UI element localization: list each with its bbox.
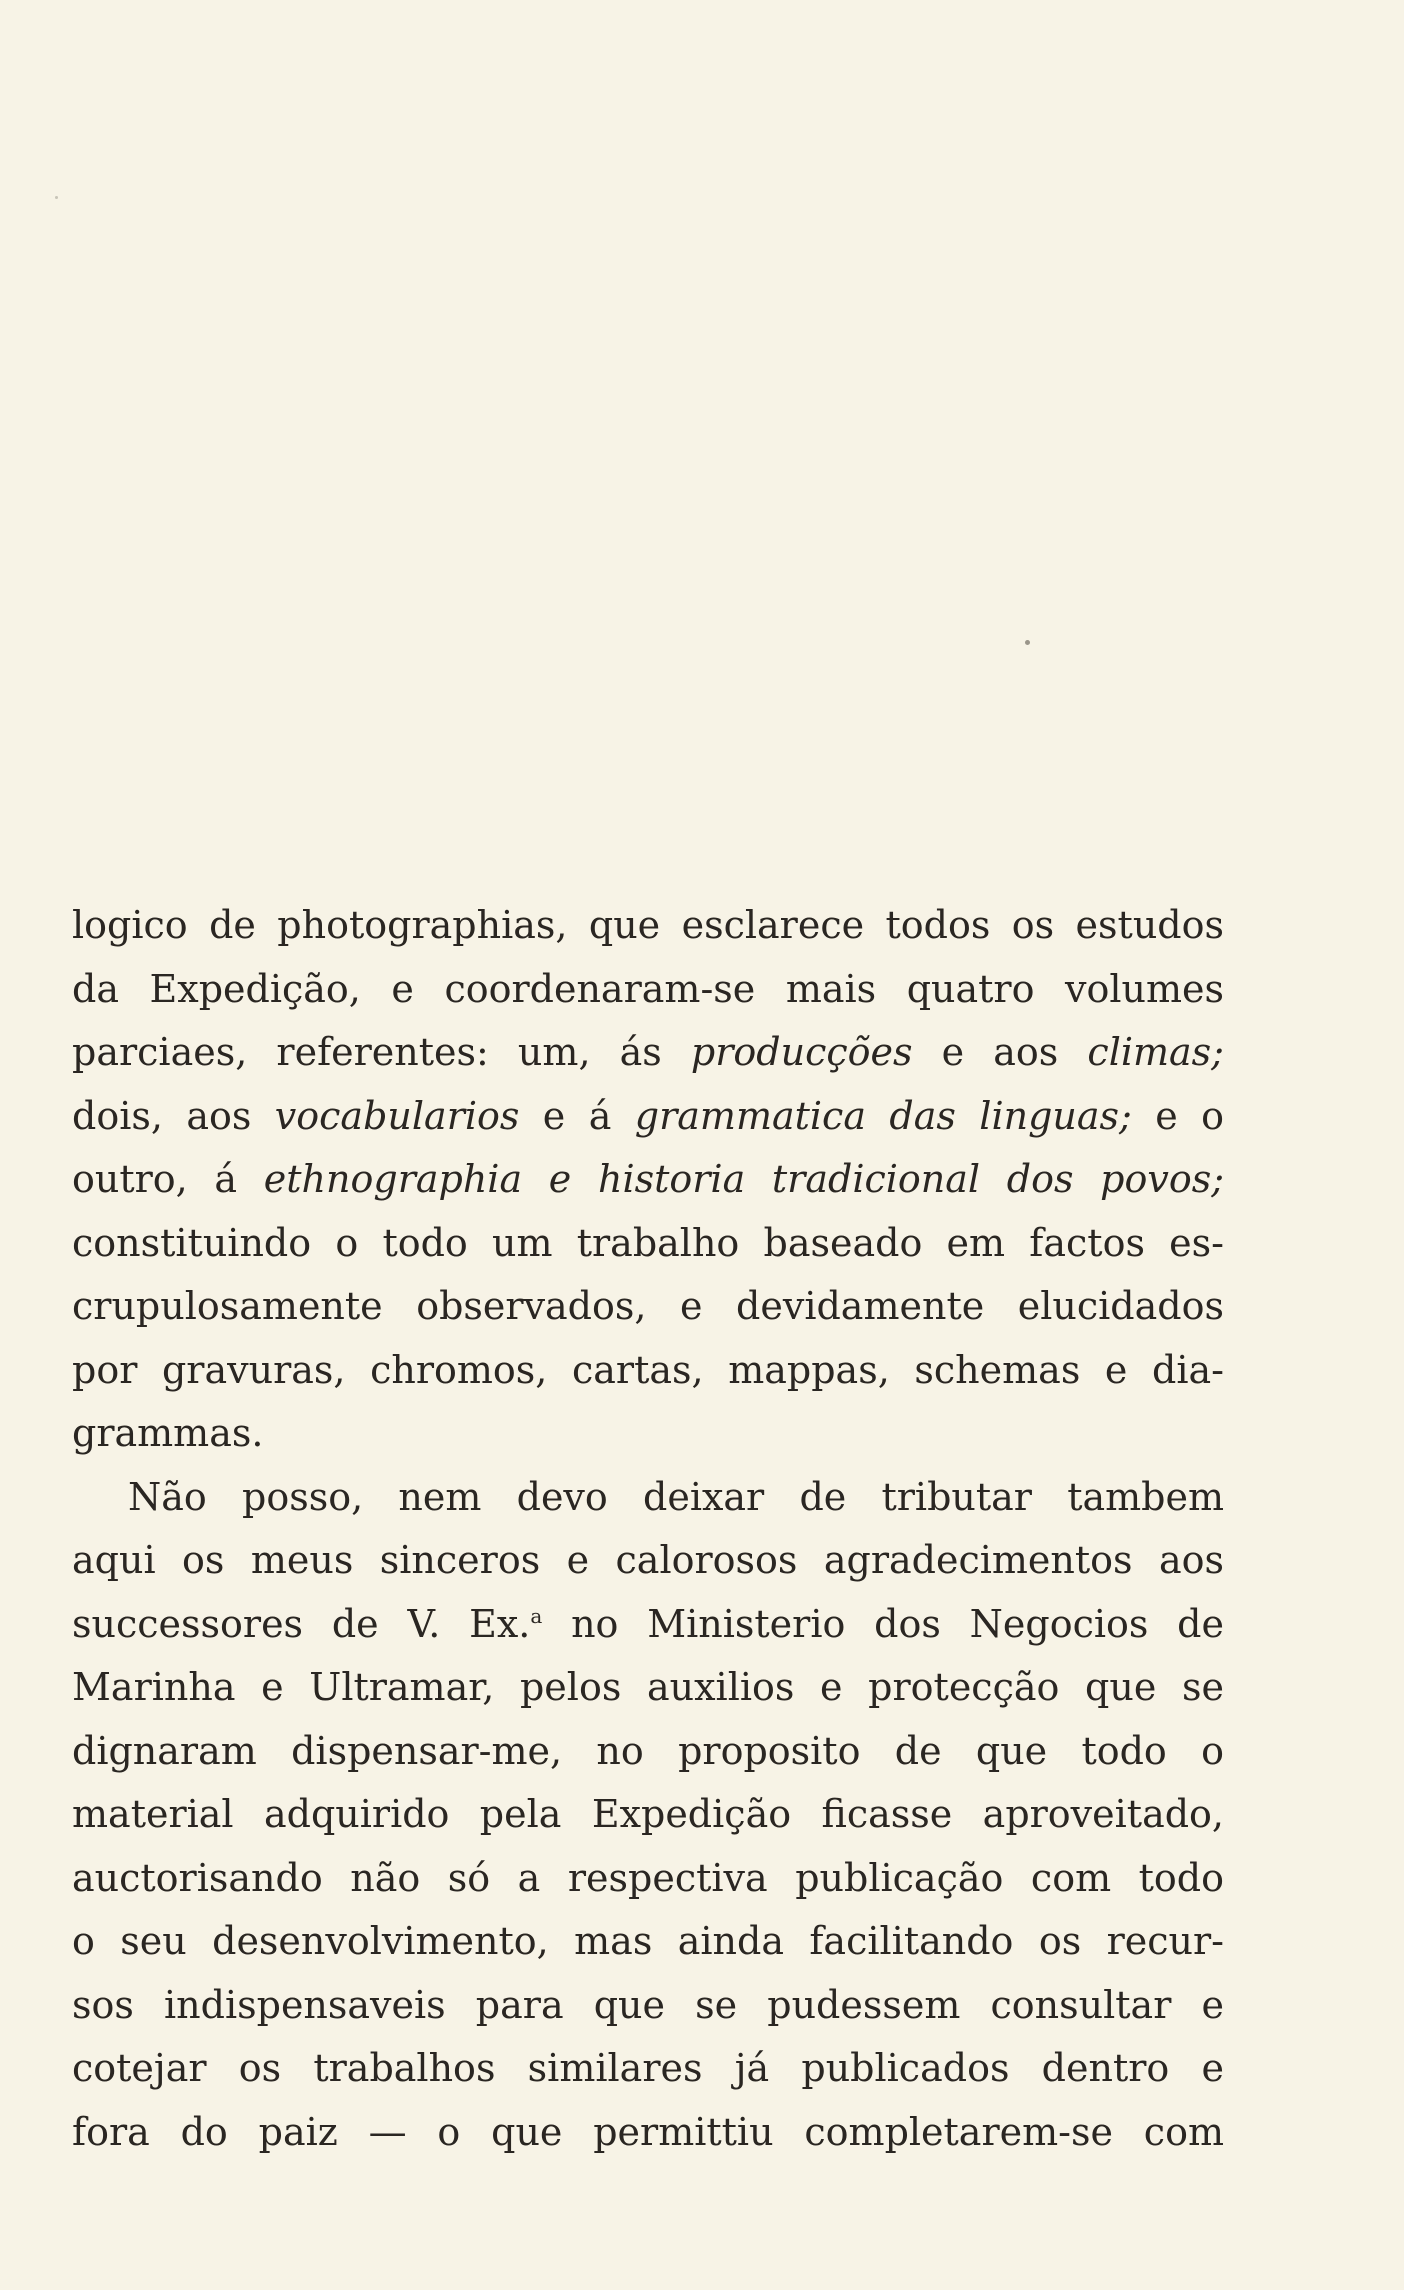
text-line <box>72 1021 1224 1085</box>
text-line <box>72 1974 1224 2038</box>
text-segment: crupulosamente observados, e devidamente elucidados <box>72 1284 1224 1328</box>
text-segment: dois, aos <box>72 1093 275 1138</box>
text-line <box>72 1847 1224 1911</box>
text-segment: Não posso, nem devo deixar de tributar tambem <box>128 1474 1224 1519</box>
text-line <box>72 1656 1224 1720</box>
text-segment: e o <box>1131 1093 1225 1138</box>
text-line <box>72 1910 1224 1974</box>
italic-text: vocabularios <box>274 1093 520 1138</box>
text-segment: parciaes, referentes: um, ás <box>72 1030 691 1074</box>
text-segment: logico de photographias, que esclarece todos os estudos <box>72 903 1224 947</box>
text-line <box>72 1339 1224 1403</box>
text-segment: dignaram dispensar-me, no proposito de que todo o <box>72 1728 1224 1773</box>
text-line <box>72 1275 1224 1339</box>
text-segment: grammas. <box>72 1411 264 1455</box>
text-line <box>72 1085 1224 1149</box>
paper-speck <box>1025 640 1030 645</box>
text-line <box>72 1212 1224 1276</box>
text-segment: sos indispensaveis para que se pudessem consultar e <box>72 1982 1224 2027</box>
text-segment: outro, á <box>72 1157 264 1201</box>
text-segment: no Ministerio dos Negocios de <box>542 1601 1224 1646</box>
text-line <box>72 2101 1224 2165</box>
text-segment: material adquirido pela Expedição ficasse aproveitado, <box>72 1792 1224 1836</box>
paper-speck <box>55 196 58 199</box>
italic-text: climas; <box>1087 1030 1224 1074</box>
text-segment: constituindo o todo um trabalho baseado em factos es- <box>72 1220 1224 1265</box>
text-segment: por gravuras, chromos, cartas, mappas, schemas e dia- <box>72 1347 1224 1392</box>
text-line <box>72 1466 1224 1530</box>
italic-text: producções <box>690 1030 913 1074</box>
text-segment: successores de V. Ex. <box>72 1601 531 1646</box>
text-segment: e á <box>519 1093 635 1138</box>
italic-text: ethnographia e historia tradicional dos povos; <box>263 1157 1224 1201</box>
text-line <box>72 2037 1224 2101</box>
text-segment: fora do paiz — o que permittiu completarem-se com <box>72 2109 1224 2154</box>
text-segment: Marinha e Ultramar, pelos auxilios e protecção que se <box>72 1665 1224 1709</box>
text-segment: o seu desenvolvimento, mas ainda facilitando os recur- <box>72 1919 1224 1963</box>
text-line <box>72 1529 1224 1593</box>
text-line <box>72 1720 1224 1784</box>
text-line <box>72 958 1224 1022</box>
text-line <box>72 894 1224 958</box>
text-segment: auctorisando não só a respectiva publicação com todo <box>72 1855 1224 1900</box>
text-line <box>72 1148 1224 1212</box>
text-line <box>72 1402 1224 1466</box>
text-line <box>72 1593 1224 1657</box>
italic-text: grammatica das linguas; <box>634 1093 1132 1138</box>
text-segment: da Expedição, e coordenaram-se mais quatro volumes <box>72 966 1224 1011</box>
text-segment: aqui os meus sinceros e calorosos agradecimentos aos <box>72 1538 1224 1582</box>
text-segment: cotejar os trabalhos similares já publicados dentro e <box>72 2046 1224 2090</box>
superscript-text: a <box>530 1603 543 1628</box>
text-line <box>72 1783 1224 1847</box>
text-segment: e aos <box>912 1030 1088 1074</box>
body-text <box>72 894 1224 2164</box>
